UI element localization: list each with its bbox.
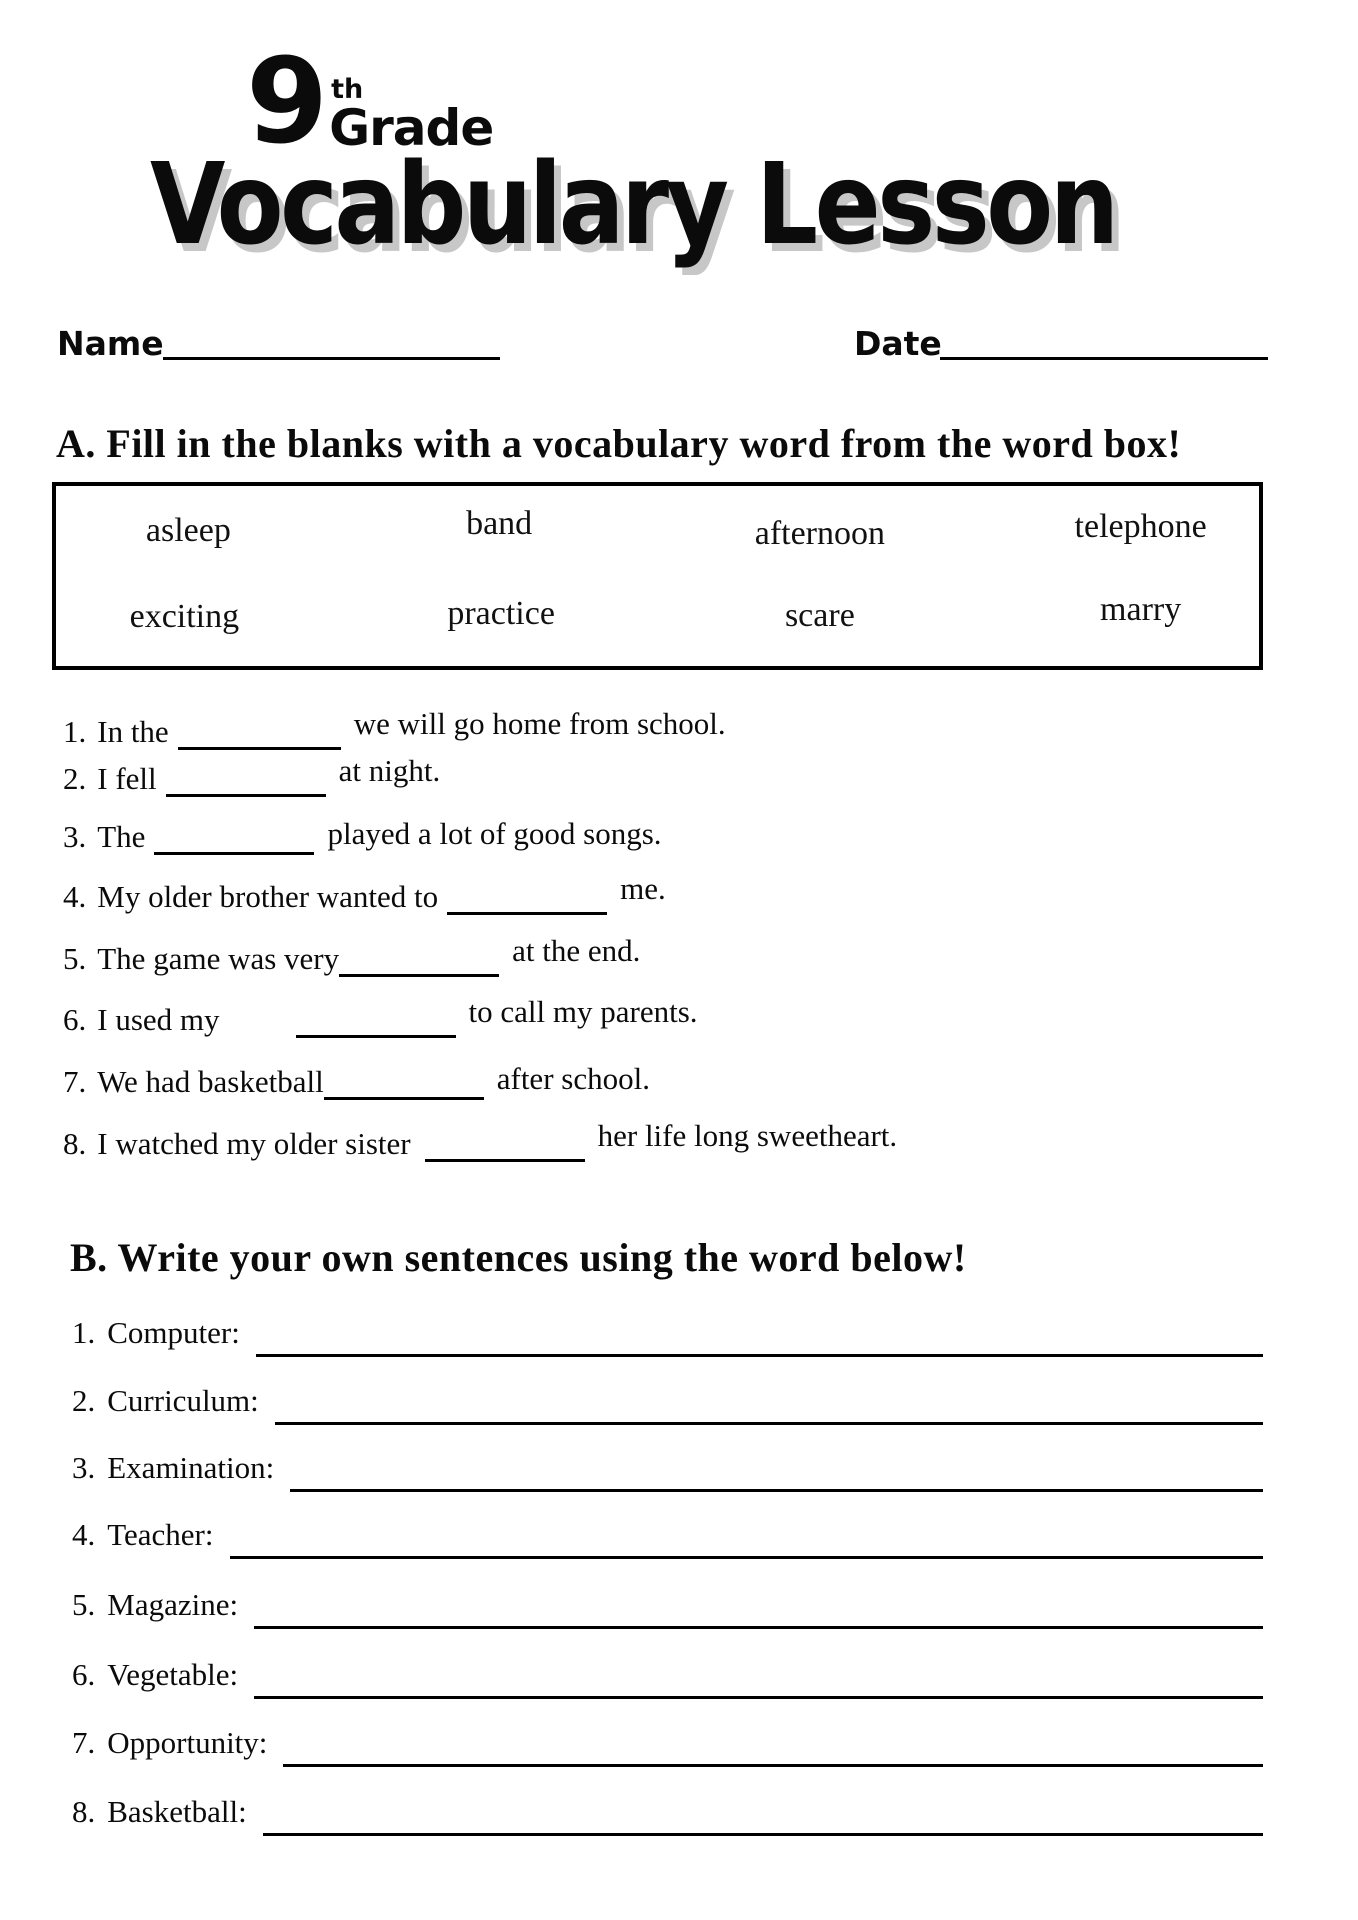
sentence-text-before: I watched my older sister	[97, 1126, 411, 1161]
fill-in-sentence	[63, 1118, 898, 1162]
write-sentence-row	[72, 1654, 1263, 1693]
sentence-text-before: My older brother wanted to	[97, 879, 439, 914]
fill-blank-line[interactable]	[447, 879, 607, 915]
write-line[interactable]	[275, 1386, 1263, 1425]
grade-word: Grade	[329, 99, 494, 158]
write-sentence-row	[72, 1514, 1263, 1553]
grade-heading	[246, 32, 494, 170]
item-number: 3.	[72, 1450, 96, 1485]
section-b-heading: B. Write your own sentences using the word below!	[70, 1235, 967, 1280]
fill-blank-line[interactable]	[425, 1126, 585, 1162]
sentence-text-after: we will go home from school.	[353, 706, 726, 741]
section-a-heading: A. Fill in the blanks with a vocabulary word from the word box!	[56, 421, 1182, 466]
sentence-text-after: her life long sweetheart.	[597, 1118, 898, 1153]
fill-blank-line[interactable]	[166, 761, 326, 797]
sentence-text-after: me.	[620, 871, 666, 906]
sentence-number: 2.	[63, 761, 87, 796]
fill-blank-line[interactable]	[339, 941, 499, 977]
fill-blank-line[interactable]	[154, 819, 314, 855]
item-word-label: Curriculum:	[107, 1383, 259, 1418]
word-box-word: asleep	[145, 512, 231, 549]
name-input-line[interactable]	[163, 328, 500, 360]
item-word-label: Examination:	[107, 1450, 275, 1485]
sentence-text-before: I used my	[97, 1002, 220, 1037]
write-sentence-row	[72, 1791, 1263, 1830]
sentence-text-before: I fell	[97, 761, 157, 796]
fill-in-sentence	[63, 871, 666, 915]
word-box-word: exciting	[129, 598, 240, 635]
item-number: 5.	[72, 1587, 96, 1622]
write-line[interactable]	[256, 1318, 1263, 1357]
fill-in-sentence	[63, 753, 441, 797]
write-line[interactable]	[230, 1520, 1264, 1559]
item-number: 2.	[72, 1383, 96, 1418]
grade-number: 9	[246, 32, 325, 170]
sentence-number: 8.	[63, 1126, 87, 1161]
fill-in-sentence	[63, 933, 641, 977]
sentence-number: 6.	[63, 1002, 87, 1037]
item-word-label: Computer:	[107, 1315, 240, 1350]
word-box-word: practice	[447, 595, 555, 632]
sentence-text-before: The	[97, 819, 146, 854]
write-sentence-row	[72, 1584, 1263, 1623]
sentence-number: 3.	[63, 819, 87, 854]
item-word-label: Opportunity:	[107, 1725, 268, 1760]
sentence-text-before: In the	[97, 714, 169, 749]
write-sentence-row	[72, 1447, 1263, 1486]
item-word-label: Basketball:	[107, 1794, 247, 1829]
sentence-number: 1.	[63, 714, 87, 749]
write-sentence-row	[72, 1312, 1263, 1351]
sentence-text-after: after school.	[496, 1061, 650, 1096]
item-number: 6.	[72, 1657, 96, 1692]
fill-in-sentence	[63, 994, 698, 1038]
sentence-text-after: to call my parents.	[468, 994, 698, 1029]
write-line[interactable]	[254, 1590, 1263, 1629]
word-box	[52, 482, 1263, 670]
date-label: Date	[854, 324, 942, 363]
sentence-text-before: We had basketball	[97, 1064, 324, 1099]
fill-in-sentence	[63, 706, 726, 750]
sentence-number: 4.	[63, 879, 87, 914]
word-box-word: afternoon	[754, 515, 886, 552]
grade-ordinal-suffix: th	[331, 74, 364, 106]
fill-in-sentence	[63, 1061, 650, 1100]
write-sentence-row	[72, 1722, 1263, 1761]
sentence-text-after: played a lot of good songs.	[327, 816, 662, 851]
sentence-text-before: The game was very	[97, 941, 340, 976]
page-title: Vocabulary Lesson	[150, 140, 1116, 270]
item-number: 1.	[72, 1315, 96, 1350]
write-sentence-row	[72, 1380, 1263, 1419]
item-word-label: Teacher:	[107, 1517, 214, 1552]
word-box-word: scare	[784, 597, 855, 634]
sentence-text-after: at the end.	[512, 933, 641, 968]
sentence-number: 7.	[63, 1064, 87, 1099]
sentence-number: 5.	[63, 941, 87, 976]
fill-blank-line[interactable]	[324, 1064, 484, 1100]
item-number: 7.	[72, 1725, 96, 1760]
fill-in-sentence	[63, 816, 662, 855]
word-box-word: band	[466, 505, 533, 542]
word-box-word: telephone	[1074, 508, 1207, 545]
fill-blank-line[interactable]	[178, 714, 341, 750]
write-line[interactable]	[254, 1660, 1263, 1699]
date-input-line[interactable]	[940, 328, 1268, 360]
word-box-word: marry	[1100, 591, 1182, 628]
name-label: Name	[57, 324, 164, 363]
sentence-text-after: at night.	[338, 753, 441, 788]
item-word-label: Vegetable:	[107, 1657, 239, 1692]
write-line[interactable]	[263, 1797, 1263, 1836]
item-number: 4.	[72, 1517, 96, 1552]
fill-blank-line[interactable]	[296, 1002, 456, 1038]
write-line[interactable]	[283, 1728, 1263, 1767]
item-word-label: Magazine:	[107, 1587, 239, 1622]
item-number: 8.	[72, 1794, 96, 1829]
write-line[interactable]	[290, 1453, 1263, 1492]
